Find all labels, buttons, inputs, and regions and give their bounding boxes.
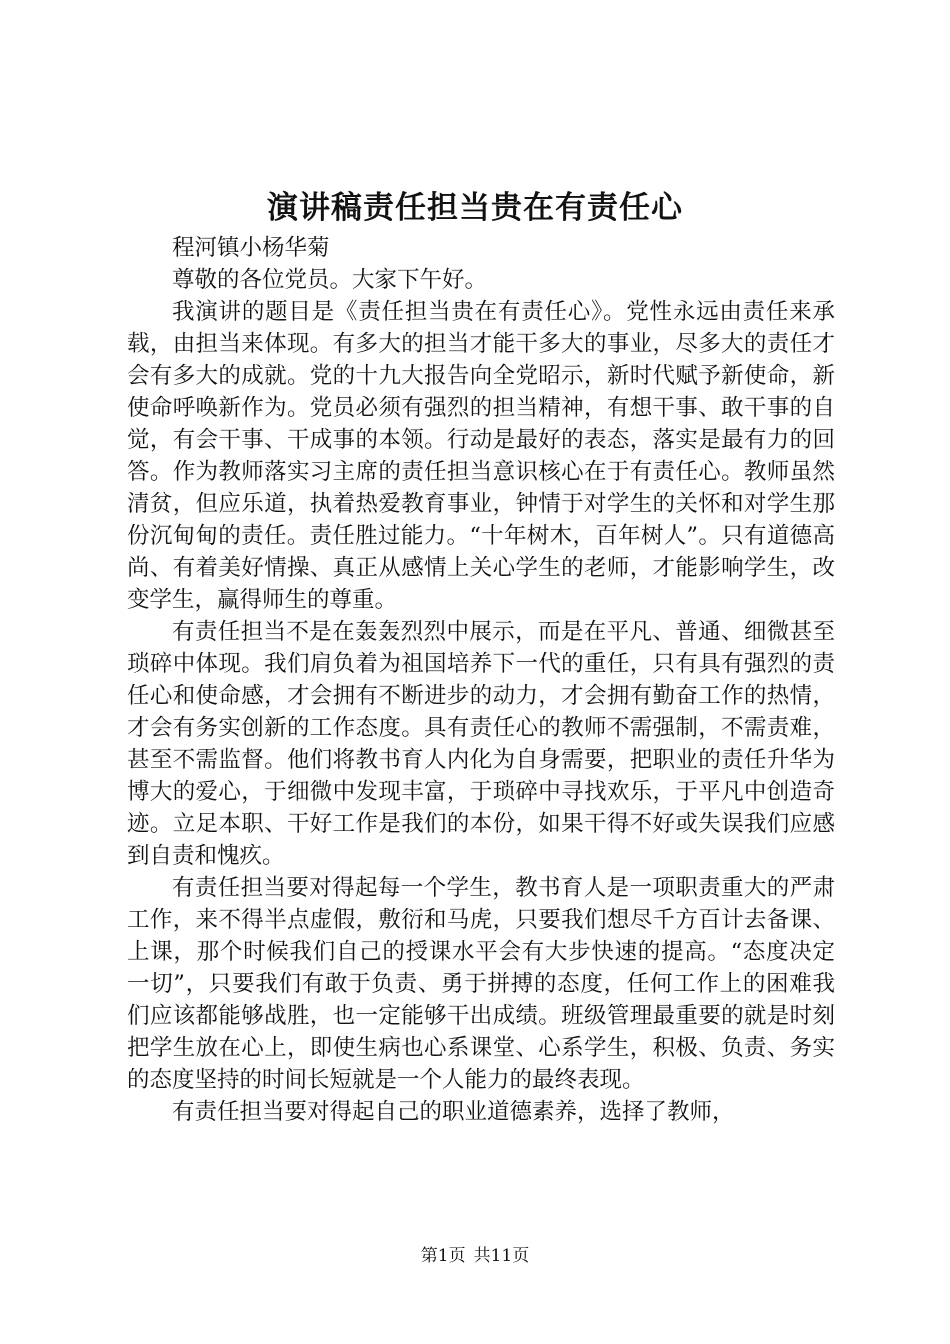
greeting-line: 尊敬的各位党员。大家下午好。 bbox=[172, 267, 488, 293]
paragraph-1: 我演讲的题目是《责任担当贵在有责任心》。党性永远由责任来承载，由担当来体现。有多大的担当才能干多大的事业，尽多大的责任才会有多大的成就。党的十九大报告向全党昭示，新时代赋予新使命，新使命呼唤新作为。党员必须有强烈的担当精神，有想干事、敢干事的自觉，有会干事、干成事的本领。行动是最好的表态，落实是最有力的回答。作为教师落实习主席的责任担当意识核心在于有责任心。教师虽然清贫，但应乐道，执着热爱教育事业，钟情于对学生的关怀和对学生那份沉甸甸的责任。责任胜过能力。“十年树木，百年树人”。只有道德高尚、有着美好情操、真正从感情上关心学生的老师，才能影响学生，改变学生，赢得师生的尊重。 bbox=[127, 299, 835, 613]
document-title: 演讲稿责任担当贵在有责任心 bbox=[267, 190, 683, 226]
paragraph-3: 有责任担当要对得起每一个学生，教书育人是一项职责重大的严肃工作，来不得半点虚假，敷衍和马虎，只要我们想尽千方百计去备课、上课，那个时候我们自己的授课水平会有大步快速的提高。“态度决定一切”，只要我们有敢于负责、勇于拼搏的态度，任何工作上的困难我们应该都能够战胜，也一定能够干出成绩。班级管理最重要的就是时刻把学生放在心上，即使生病也心系课堂、心系学生，积极、负责、务实的态度坚持的时间长短就是一个人能力的最终表现。 bbox=[127, 875, 835, 1093]
page-number: 第1页 bbox=[420, 1246, 466, 1266]
page-footer bbox=[0, 1244, 950, 1268]
author-line: 程河镇小杨华菊 bbox=[172, 235, 330, 261]
paragraph-4: 有责任担当要对得起自己的职业道德素养，选择了教师， bbox=[172, 1099, 735, 1125]
document-body bbox=[127, 232, 835, 1128]
paragraph-2: 有责任担当不是在轰轰烈烈中展示，而是在平凡、普通、细微甚至琐碎中体现。我们肩负着为祖国培养下一代的重任，只有具有强烈的责任心和使命感，才会拥有不断进步的动力，才会拥有勤奋工作的热情，才会有务实创新的工作态度。具有责任心的教师不需强制，不需责难，甚至不需监督。他们将教书育人内化为自身需要，把职业的责任升华为博大的爱心，于细微中发现丰富，于琐碎中寻找欢乐，于平凡中创造奇迹。立足本职、干好工作是我们的本份，如果干得不好或失误我们应感到自责和愧疚。 bbox=[127, 619, 835, 869]
page-total: 共11页 bbox=[473, 1246, 530, 1266]
